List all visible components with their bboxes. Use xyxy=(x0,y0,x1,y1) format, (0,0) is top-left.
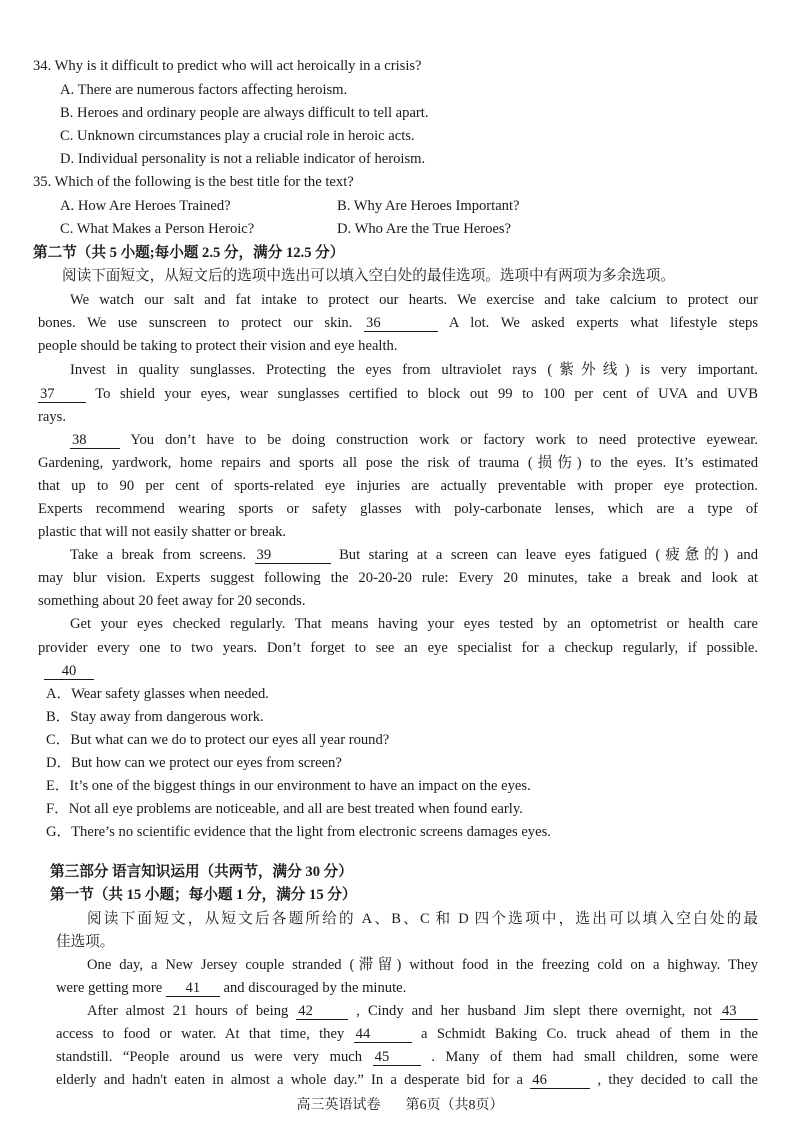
blank-37[interactable]: 37 xyxy=(38,386,86,403)
part3-heading: 第三部分 语言知识运用（共两节，满分 30 分） xyxy=(50,864,353,880)
passage-text: Take a break from screens. xyxy=(70,547,247,563)
passage-text: A lot. We asked experts what lifestyle steps xyxy=(448,315,758,331)
q35-option-d: D. Who Are the True Heroes? xyxy=(337,221,512,237)
passage-p2-line2 xyxy=(38,384,758,404)
passage-text: . Many of them had small children, some were xyxy=(431,1049,758,1065)
section2-heading: 第二节（共 5 小题;每小题 2.5 分，满分 12.5 分） xyxy=(33,245,345,261)
blank-40[interactable]: 40 xyxy=(44,663,94,680)
passage-text: , Cindy and her husband Jim slept there overnight, not xyxy=(356,1003,712,1019)
passage-p3-line5: plastic that will not easily shatter or break. xyxy=(38,524,287,540)
passage-p3-line4: Experts recommend wearing sports or safety glasses with poly-carbonate lenses, which are a type of xyxy=(38,501,758,517)
passage-text: elderly and hadn't eaten in almost a whole day.” In a desperate bid for a xyxy=(56,1072,524,1088)
passage-text: After almost 21 hours of being xyxy=(87,1003,289,1019)
blank-45[interactable]: 45 xyxy=(373,1049,421,1066)
blank-41[interactable]: 41 xyxy=(166,980,220,997)
blank-42[interactable]: 42 xyxy=(296,1003,348,1020)
passage-p5-line1: Get your eyes checked regularly. That means having your eyes tested by an optometrist or health care xyxy=(70,616,758,632)
part3-instruction-line2: 佳选项。 xyxy=(56,934,115,950)
cloze-p2-line4 xyxy=(56,1070,758,1090)
passage-p4-line2: may blur vision. Experts suggest following the 20-20-20 rule: Every 20 minutes, take a break and look at xyxy=(38,570,758,586)
passage-text: standstill. “People around us were very much xyxy=(56,1049,363,1065)
blank-46[interactable]: 46 xyxy=(530,1072,590,1089)
passage-text: a Schmidt Baking Co. truck ahead of them in the xyxy=(421,1026,758,1042)
blank-44[interactable]: 44 xyxy=(354,1026,412,1043)
passage-text: access to food or water. At that time, they xyxy=(56,1026,345,1042)
footer-page-number: 第6页（共8页） xyxy=(405,1098,504,1113)
q34-stem: 34. Why is it difficult to predict who will act heroically in a crisis? xyxy=(33,58,422,74)
passage-p1-line1: We watch our salt and fat intake to protect our hearts. We exercise and take calcium to protect our xyxy=(70,292,758,308)
q35-stem: 35. Which of the following is the best title for the text? xyxy=(33,174,354,190)
option-b: B．Stay away from dangerous work. xyxy=(46,709,264,725)
footer-exam-title: 高三英语试卷 xyxy=(296,1098,381,1113)
passage-text: To shield your eyes, wear sunglasses certified to block out 99 to 100 per cent of UVA and UVB xyxy=(95,386,758,402)
cloze-p2-line1 xyxy=(87,1001,758,1021)
option-d: D．But how can we protect our eyes from screen? xyxy=(46,755,342,771)
q35-option-a: A. How Are Heroes Trained? xyxy=(60,198,231,214)
q35-option-b: B. Why Are Heroes Important? xyxy=(337,198,520,214)
blank-38[interactable]: 38 xyxy=(70,432,120,449)
passage-text: You don’t have to be doing construction work or factory work to need protective eyewear. xyxy=(130,432,758,448)
passage-text: , they decided to call the xyxy=(597,1072,759,1088)
part3-instruction-line1: 阅读下面短文，从短文后各题所给的 A、B、C 和 D 四个选项中，选出可以填入空白处的最 xyxy=(87,911,758,927)
cloze-p1-line1: One day, a New Jersey couple stranded (滞留) without food in the freezing cold on a highway. They xyxy=(87,957,758,973)
passage-p3-line3: that up to 90 per cent of sports-related eye injuries are actually preventable with proper eye protection. xyxy=(38,478,758,494)
q34-option-d: D. Individual personality is not a reliable indicator of heroism. xyxy=(60,151,426,167)
option-a: A．Wear safety glasses when needed. xyxy=(46,686,269,702)
passage-p4-line3: something about 20 feet away for 20 seconds. xyxy=(38,593,306,609)
cloze-p2-line3 xyxy=(56,1047,758,1067)
option-f: F．Not all eye problems are noticeable, and all are best treated when found early. xyxy=(46,801,523,817)
part3-subheading: 第一节（共 15 小题；每小题 1 分，满分 15 分） xyxy=(50,887,357,903)
passage-p3-line1 xyxy=(70,430,758,450)
passage-p5-line3 xyxy=(44,661,94,681)
q35-option-c: C. What Makes a Person Heroic? xyxy=(60,221,255,237)
passage-p1-line2 xyxy=(38,313,758,333)
cloze-p1-line2 xyxy=(56,978,406,998)
q34-option-c: C. Unknown circumstances play a crucial role in heroic acts. xyxy=(60,128,415,144)
cloze-p2-line2 xyxy=(56,1024,758,1044)
section2-instruction: 阅读下面短文，从短文后的选项中选出可以填入空白处的最佳选项。选项中有两项为多余选项。 xyxy=(62,268,675,284)
page-footer xyxy=(0,1097,800,1115)
passage-p2-line3: rays. xyxy=(38,409,66,425)
passage-text: were getting more xyxy=(56,980,163,996)
passage-p3-line2: Gardening, yardwork, home repairs and sports all pose the risk of trauma (损伤) to the eyes. It’s estimated xyxy=(38,455,758,471)
blank-43[interactable]: 43 xyxy=(720,1003,758,1020)
passage-text: But staring at a screen can leave eyes fatigued (疲惫的) and xyxy=(339,547,759,563)
option-c: C．But what can we do to protect our eyes all year round? xyxy=(46,732,390,748)
q34-option-b: B. Heroes and ordinary people are always difficult to tell apart. xyxy=(60,105,429,121)
passage-p1-line3: people should be taking to protect their vision and eye health. xyxy=(38,338,398,354)
option-e: E．It’s one of the biggest things in our environment to have an impact on the eyes. xyxy=(46,778,531,794)
passage-text: and discouraged by the minute. xyxy=(223,980,407,996)
passage-p2-line1: Invest in quality sunglasses. Protecting the eyes from ultraviolet rays (紫外线) is very important. xyxy=(70,362,758,378)
blank-39[interactable]: 39 xyxy=(255,547,331,564)
q34-option-a: A. There are numerous factors affecting heroism. xyxy=(60,82,348,98)
passage-p4-line1 xyxy=(70,545,758,565)
option-g: G．There’s no scientific evidence that the light from electronic screens damages eyes. xyxy=(46,824,551,840)
passage-text: bones. We use sunscreen to protect our skin. xyxy=(38,315,353,331)
blank-36[interactable]: 36 xyxy=(364,315,438,332)
passage-p5-line2: provider every one to two years. Don’t forget to see an eye specialist for a checkup regularly, if possible. xyxy=(38,640,758,656)
